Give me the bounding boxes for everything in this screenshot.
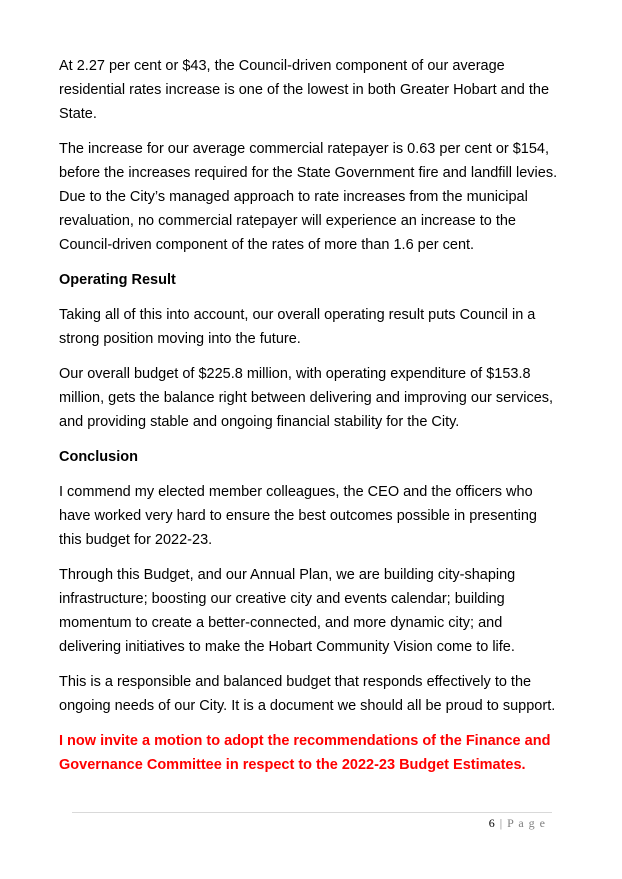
footer-divider <box>72 812 552 813</box>
page-body <box>59 54 559 788</box>
page-label: P a g e <box>507 816 546 830</box>
heading-conclusion: Conclusion <box>59 449 138 465</box>
paragraph-operating-result: Taking all of this into account, our overall operating result puts Council in a strong position moving into the future. <box>59 307 536 347</box>
page-footer <box>489 816 546 831</box>
footer-separator: | <box>499 816 504 830</box>
paragraph-residential-rates: At 2.27 per cent or $43, the Council-driven component of our average residential rates increase is one of the lowest in both Greater Hobart and the State. <box>59 58 550 122</box>
paragraph-overall-budget: Our overall budget of $225.8 million, with operating expenditure of $153.8 million, gets the balance right between delivering and improving our services, and providing stable and ongoing financial stability for the City. <box>59 366 554 430</box>
heading-operating-result: Operating Result <box>59 272 176 288</box>
motion-statement: I now invite a motion to adopt the recommendations of the Finance and Governance Committee in respect to the 2022-23 Budget Estimates. <box>59 733 551 773</box>
paragraph-commercial-rates: The increase for our average commercial ratepayer is 0.63 per cent or $154, before the increases required for the State Government fire and landfill levies. Due to the City’s managed approach to rate increases from the municipal revaluation, no commercial ratepayer will experience an increase to the Council-driven component of the rates of more than 1.6 per cent. <box>59 141 558 253</box>
paragraph-commendation: I commend my elected member colleagues, the CEO and the officers who have worked very hard to ensure the best outcomes possible in presenting this budget for 2022-23. <box>59 484 537 548</box>
paragraph-annual-plan: Through this Budget, and our Annual Plan, we are building city-shaping infrastructure; boosting our creative city and events calendar; building momentum to create a better-connected, and more dynamic city; and delivering initiatives to make the Hobart Community Vision come to life. <box>59 567 516 655</box>
page-number: 6 <box>488 816 496 830</box>
paragraph-responsible-budget: This is a responsible and balanced budget that responds effectively to the ongoing needs of our City. It is a document we should all be proud to support. <box>59 674 556 714</box>
